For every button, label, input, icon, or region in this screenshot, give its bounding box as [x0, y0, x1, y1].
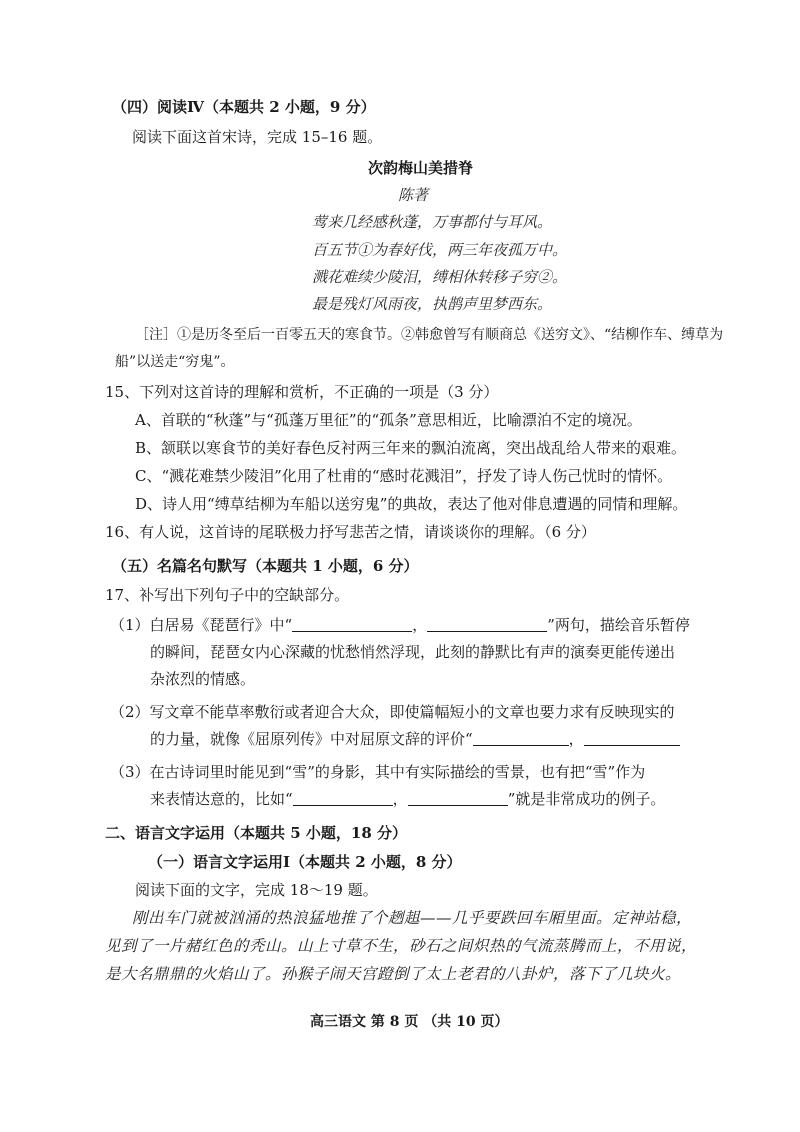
question-17-item-1-line-2: 的瞬间，琵琶女内心深藏的忧愁悄然浮现，此刻的静默比有声的演奏更能传递出: [150, 643, 676, 661]
question-16-stem: 16、有人说，这首诗的尾联极力抒写悲苦之情，请谈谈你的理解。（6 分）: [105, 523, 596, 541]
item-1-blank-1[interactable]: [292, 617, 412, 632]
section-4-heading: （四）阅读Ⅳ（本题共 2 小题，9 分）: [112, 98, 376, 116]
part-2-sub-heading: （一）语言文字运用Ⅰ（本题共 2 小题，8 分）: [148, 853, 462, 871]
poem-note-line-1: ［注］①是历冬至后一百零五天的寒食节。②韩愈曾写有顺商总《送穷文》、“结柳作车、缚草为: [135, 327, 724, 343]
item-2-blank-2[interactable]: [584, 731, 680, 746]
poem-note-line-2: 船”以送走“穷鬼”。: [115, 354, 235, 370]
item-2-blank-1[interactable]: [473, 731, 569, 746]
item-3-blank-1[interactable]: [293, 791, 393, 806]
question-17-item-1: [110, 615, 690, 635]
item-1-blank-2[interactable]: [427, 617, 547, 632]
poem-title: 次韵梅山美措脊: [368, 159, 474, 177]
question-15-stem: 15、下列对这首诗的理解和赏析，不正确的一项是（3 分）: [105, 383, 499, 401]
passage-line-2: 见到了一片赭红色的秃山。山上寸草不生，砂石之间炽热的气流蒸腾而上，不用说，: [105, 937, 698, 955]
question-15-option-a: A、首联的“秋蓬”与“孤蓬万里征”的“孤条”意思相近，比喻漂泊不定的境况。: [135, 411, 642, 429]
poem-line-4: 最是残灯风雨夜，执鹊声里梦西东。: [312, 295, 553, 313]
question-17-stem: 17、补写出下列句子中的空缺部分。: [105, 586, 350, 604]
part-2-heading: 二、语言文字运用（本题共 5 小题，18 分）: [105, 824, 407, 842]
poem-line-2: 百五节①为春好伐，两三年夜孤万中。: [312, 241, 568, 259]
question-17-item-1-line-3: 杂浓烈的情感。: [150, 670, 256, 688]
question-15-option-d: D、诗人用“缚草结柳为车船以送穷鬼”的典故，表达了他对俳息遭遇的同情和理解。: [135, 495, 688, 513]
poem-author: 陈著: [398, 186, 429, 204]
question-17-item-3-line-2: [150, 789, 665, 809]
question-17-item-2-line-2: [150, 729, 680, 749]
question-15-option-b: B、颔联以寒食节的美好春色反衬两三年来的飘泊流离，突出战乱给人带来的艰难。: [135, 439, 687, 457]
question-17-item-2: （2）写文章不能草率敷衍或者迎合大众，即使篇幅短小的文章也要力求有反映现实的: [110, 703, 675, 721]
item-1-suffix: ”两句，描绘音乐暂停: [547, 616, 690, 634]
poem-line-3: 溅花难续少陵泪，缚相休转移子穷②。: [312, 268, 568, 286]
item-3-blank-2[interactable]: [408, 791, 508, 806]
question-15-option-c: C、“溅花难禁少陵泪”化用了杜甫的“感时花溅泪”，抒发了诗人伤己忧时的情怀。: [135, 467, 673, 485]
item-1-prefix: （1）白居易《琵琶行》中“: [110, 616, 293, 634]
item-1-separator: ，: [412, 616, 428, 634]
section-5-heading: （五）名篇名句默写（本题共 1 小题，6 分）: [112, 557, 419, 575]
passage-line-1: 刚出车门就被汹涌的热浪猛地推了个趔趄——几乎要跌回车厢里面。定神站稳，: [132, 909, 693, 927]
page-footer: 高三语文 第 8 页 （共 10 页）: [310, 1014, 509, 1030]
item-2-prefix: 的力量，就像《屈原列传》中对屈原文辞的评价“: [150, 730, 473, 748]
section-4-intro: 阅读下面这首宋诗，完成 15–16 题。: [132, 128, 383, 146]
poem-line-1: 莺来几经感秋蓬，万事都付与耳风。: [312, 213, 553, 231]
item-3-prefix: 来表情达意的，比如“: [150, 790, 293, 808]
item-3-suffix: ”就是非常成功的例子。: [507, 790, 666, 808]
item-2-separator: ，: [568, 730, 584, 748]
question-17-item-3: （3）在古诗词里时能见到“雪”的身影，其中有实际描绘的雪景，也有把“雪”作为: [110, 763, 646, 781]
item-3-separator: ，: [392, 790, 408, 808]
passage-line-3: 是大名鼎鼎的火焰山了。孙猴子闹天宫蹬倒了太上老君的八卦炉，落下了几块火。: [105, 965, 682, 983]
part-2-intro: 阅读下面的文字，完成 18～19 题。: [135, 881, 378, 899]
